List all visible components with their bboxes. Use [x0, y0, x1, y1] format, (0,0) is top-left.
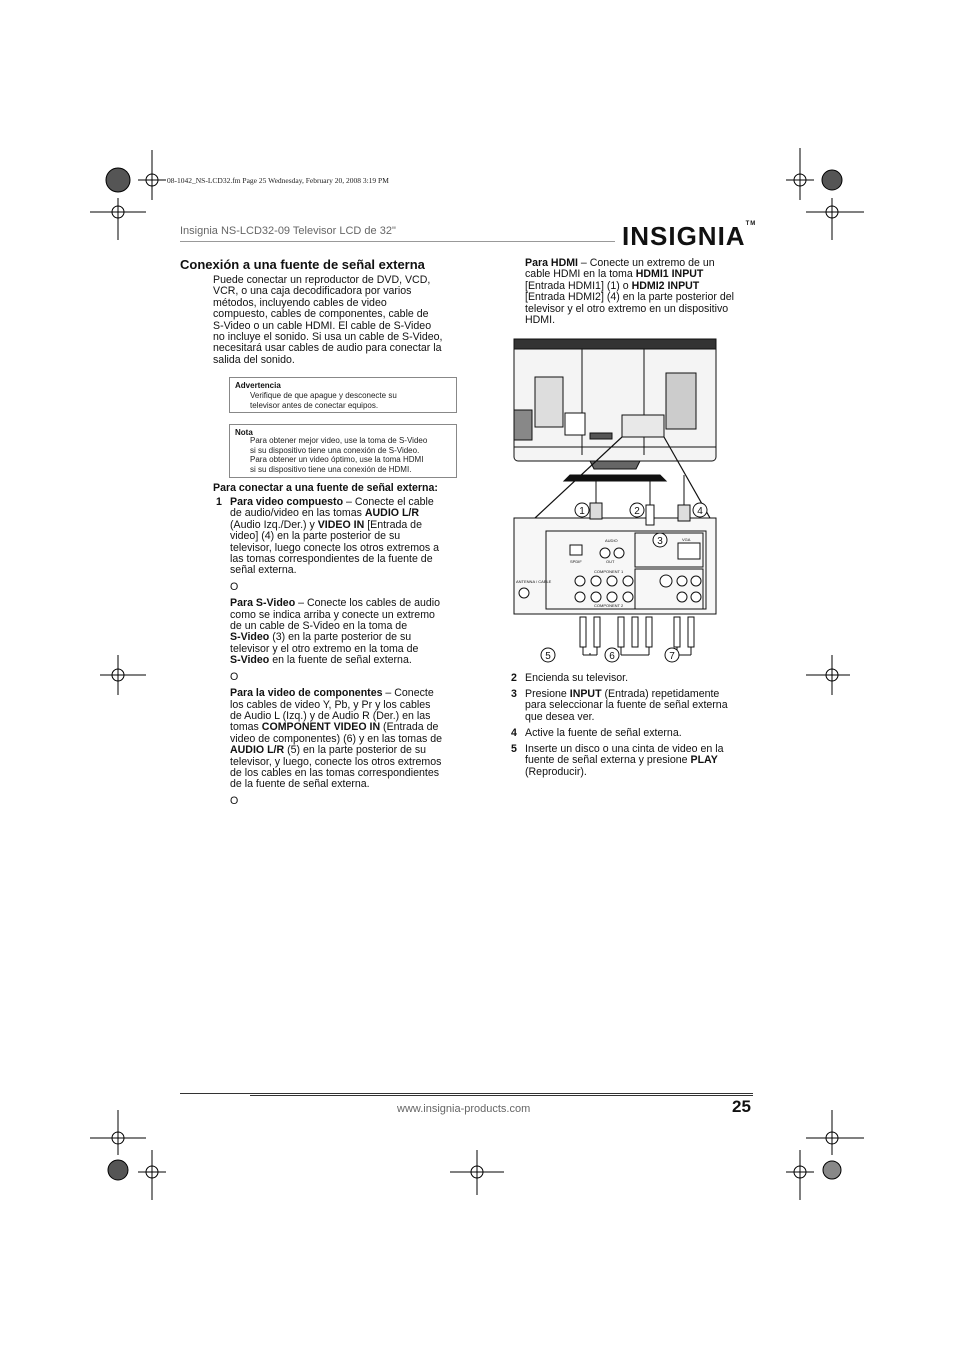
label-out: OUT [606, 559, 615, 564]
callout-2: 2 [634, 506, 640, 517]
label-component-2: COMPONENT 2 [594, 603, 624, 608]
step-2-number: 2 [511, 672, 517, 684]
step-5-number: 5 [511, 743, 517, 755]
intro-paragraph: Puede conectar un reproductor de DVD, VCD, VCR, o una caja decodificadora por varios métodos, incluyendo cables de video compuesto, cables de componentes, cable de S-Video o un cable HDMI. El cable de S-Video no incluye el sonido. Si usa un cable de S-Video, necesitará usar cables de audio para conectar la salida del sonido. [213, 274, 443, 366]
label-audio: AUDIO [605, 538, 618, 543]
callout-5: 5 [545, 651, 551, 662]
step-3-text: Presione INPUT (Entrada) repetidamente para seleccionar la fuente de señal externa que desea ver. [525, 688, 728, 723]
footer-rule [180, 1093, 753, 1094]
warning-box [229, 377, 457, 413]
header-rule [180, 241, 615, 242]
callout-3: 3 [657, 536, 663, 547]
label-spdif: SPDIF [570, 559, 582, 564]
section-heading: Conexión a una fuente de señal externa [180, 257, 425, 272]
note-text: Para obtener mejor video, use la toma de S-Video si su dispositivo tiene una conexión de S-Video. Para obtener un video óptimo, use la toma HDMI si su dispositivo tiene una conexión de HDMI. [250, 436, 428, 475]
label-component-1: COMPONENT 1 [594, 569, 624, 574]
running-header: Insignia NS-LCD32-09 Televisor LCD de 32" [180, 225, 396, 237]
hdmi-paragraph: Para HDMI – Conecte un extremo de un cable HDMI en la toma HDMI1 INPUT [Entrada HDMI1] (1) o HDMI2 INPUT [Entrada HDMI2] (4) en la parte posterior del televisor y el otro extremo en un dispositivo HDMI. [525, 257, 735, 327]
callout-7: 7 [669, 651, 675, 662]
callout-1: 1 [579, 506, 585, 517]
step-5-text: Inserte un disco o una cinta de video en la fuente de señal externa y presione PLAY (Reproducir). [525, 743, 724, 778]
step-1-number: 1 [216, 496, 222, 508]
page-number: 25 [732, 1097, 751, 1116]
step-3-number: 3 [511, 688, 517, 700]
callout-6: 6 [609, 651, 615, 662]
step-2-text: Encienda su televisor. [525, 672, 629, 684]
warning-text: Verifique de que apague y desconecte su televisor antes de conectar equipos. [250, 391, 397, 410]
step-4-number: 4 [511, 727, 517, 739]
note-box [229, 424, 457, 478]
step-4-text: Active la fuente de señal externa. [525, 727, 682, 739]
step-1-body: Para video compuesto – Conecte el cable de audio/video en las tomas AUDIO L/R (Audio Izq./Der.) y VIDEO IN [Entrada de video] (4) en la parte posterior de su televisor, luego conecte los otros extremos a las tomas correspondientes de la fuente de señal externa. O Para S-Video – Conecte los cables de audio como se indica arriba y conecte un extremo de un cable de S-Video en la toma de S-Video (3) en la parte posterior de su televisor y el otro extremo en la toma de S-Video en la fuente de señal externa. O Para la video de componentes – Conecte los cables de video Y, Pb, y Pr y los cables de Audio L (Izq.) y de Audio R (Der.) en las tomas COMPONENT VIDEO IN (Entrada de video de componentes) (6) y en las tomas de AUDIO L/R (5) en la parte posterior de su televisor, y luego, conecte los otros extremos de los cables en las tomas correspondientes de la fuente de señal externa. O [230, 496, 442, 807]
tv-connection-diagram [510, 335, 720, 670]
callout-4: 4 [697, 506, 703, 517]
insignia-logo: INSIGNIA™ [622, 221, 757, 251]
steps-heading: Para conectar a una fuente de señal externa: [213, 482, 438, 494]
label-antenna: ANTENNA / CABLE [516, 579, 552, 584]
footer-rule-2 [250, 1095, 753, 1096]
note-title: Nota [235, 428, 253, 437]
footer-url: www.insignia-products.com [397, 1103, 531, 1115]
print-slug: 08-1042_NS-LCD32.fm Page 25 Wednesday, February 20, 2008 3:19 PM [167, 176, 389, 185]
label-vga: VGA [682, 537, 691, 542]
warning-title: Advertencia [235, 381, 281, 390]
